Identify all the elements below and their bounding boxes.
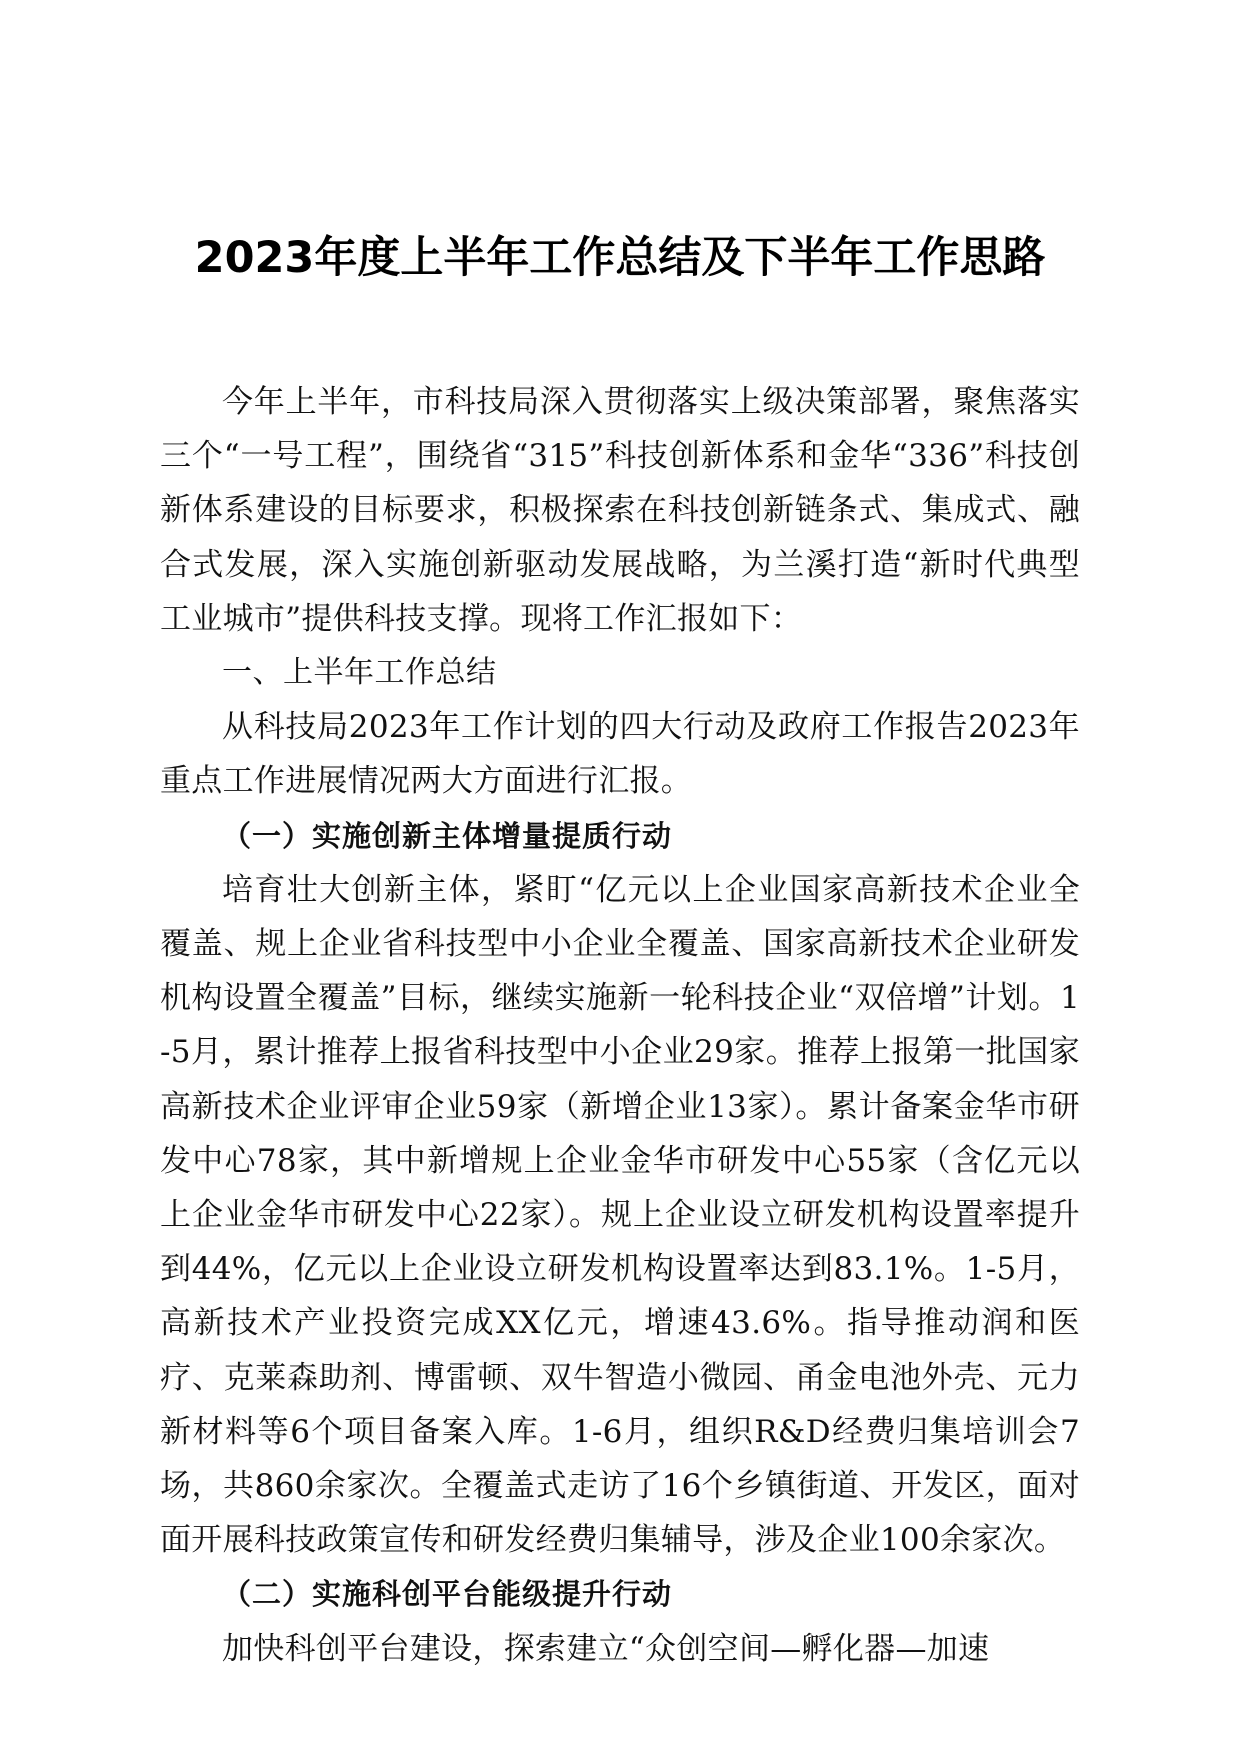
- document-title: 2023年度上半年工作总结及下半年工作思路: [194, 233, 1046, 283]
- document-body: [160, 375, 1080, 1676]
- subsection-heading-2: （二）实施科创平台能级提升行动: [222, 1577, 673, 1612]
- subsection-paragraph-2: 加快科创平台建设，探索建立“众创空间—孵化器—加速: [222, 1630, 990, 1667]
- subsection-paragraph-1: 培育壮大创新主体，紧盯“亿元以上企业国家高新技术企业全覆盖、规上企业省科技型中小企业全覆盖、国家高新技术企业研发机构设置全覆盖”目标，继续实施新一轮科技企业“双倍增”计划。1-5月，累计推荐上报省科技型中小企业29家。推荐上报第一批国家高新技术企业评审企业59家（新增企业13家）。累计备案金华市研发中心78家，其中新增规上企业金华市研发中心55家（含亿元以上企业金华市研发中心22家）。规上企业设立研发机构设置率提升到44%，亿元以上企业设立研发机构设置率达到83.1%。1-5月，高新技术产业投资完成XX亿元，增速43.6%。指导推动润和医疗、克莱森助剂、博雷顿、双牛智造小微园、甬金电池外壳、元力新材料等6个项目备案入库。1-6月，组织R&D经费归集培训会7场，共860余家次。全覆盖式走访了16个乡镇街道、开发区，面对面开展科技政策宣传和研发经费归集辅导，涉及企业100余家次。: [160, 871, 1080, 1559]
- intro-paragraph: 今年上半年，市科技局深入贯彻落实上级决策部署，聚焦落实三个“一号工程”，围绕省“315”科技创新体系和金华“336”科技创新体系建设的目标要求，积极探索在科技创新链条式、集成式、融合式发展，深入实施创新驱动发展战略，为兰溪打造“新时代典型工业城市”提供科技支撑。现将工作汇报如下：: [160, 384, 1080, 637]
- section-heading: 一、上半年工作总结: [222, 655, 497, 691]
- subsection-heading-1: （一）实施创新主体增量提质行动: [222, 818, 673, 853]
- section-lead-paragraph: 从科技局2023年工作计划的四大行动及政府工作报告2023年重点工作进展情况两大方面进行汇报。: [160, 709, 1080, 800]
